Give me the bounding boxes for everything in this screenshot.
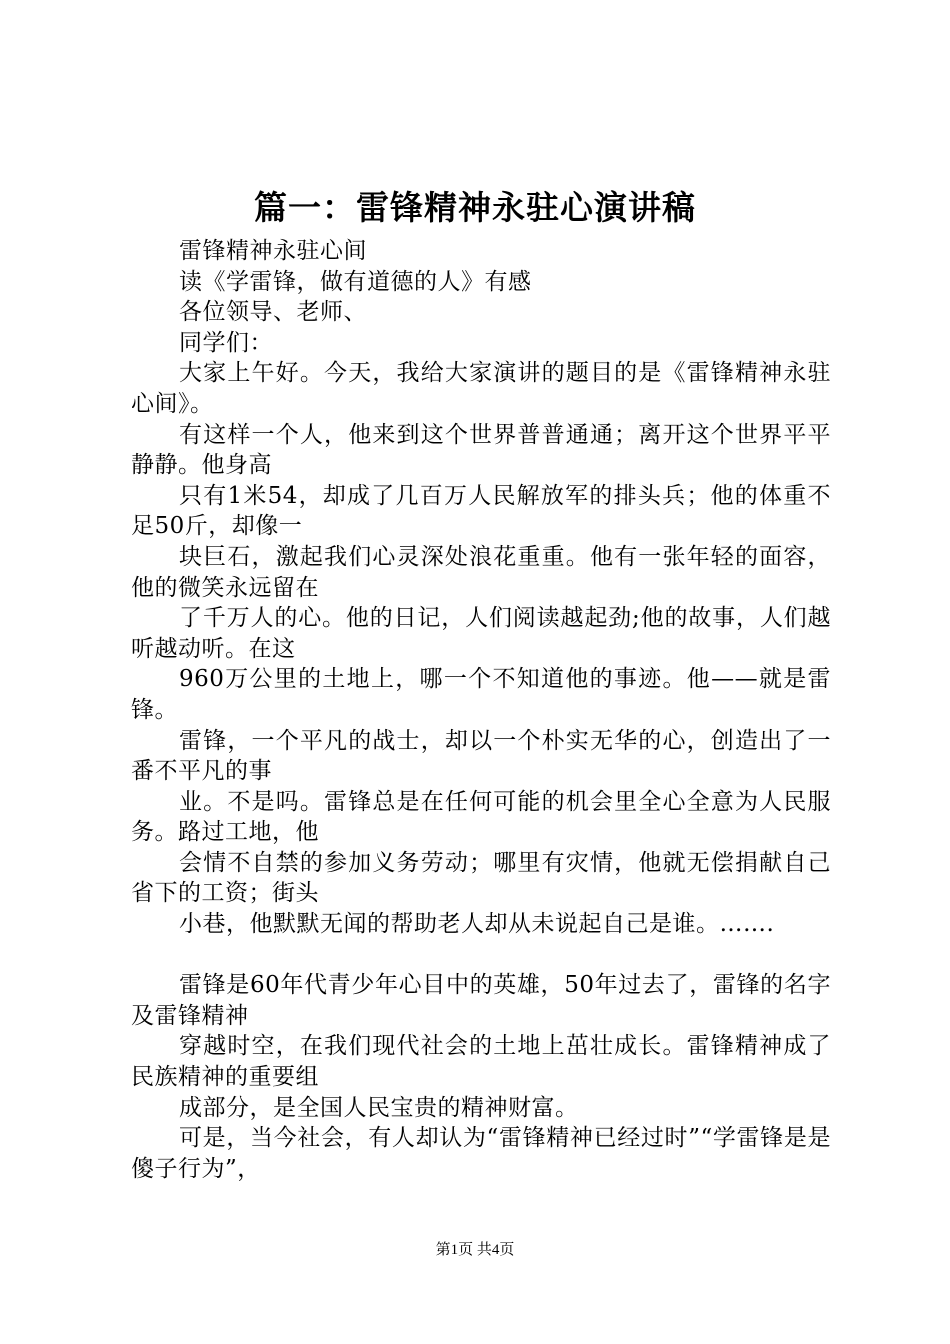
paragraph-salutation: 各位领导、老师、 (179, 299, 367, 326)
paragraph: 成部分，是全国人民宝贵的精神财富。 (179, 1094, 579, 1121)
paragraph: 大家上午好。今天，我给大家演讲的题目的是《雷锋精神永驻心间》。 (131, 360, 831, 417)
document-body (131, 236, 831, 1184)
paragraph-reading-note: 读《学雷锋，做有道德的人》有感 (179, 268, 532, 295)
paragraph: 可是，当今社会，有人却认为“雷锋精神已经过时”“学雷锋是是傻子行为”， (131, 1125, 831, 1182)
paragraph: 960万公里的土地上，哪一个不知道他的事迹。他——就是雷锋。 (131, 666, 831, 723)
page-footer: 第1页 共4页 (435, 1242, 515, 1258)
paragraph-salutation-2: 同学们： (179, 329, 273, 356)
paragraph: 会情不自禁的参加义务劳动；哪里有灾情，他就无偿捐献自己省下的工资；街头 (131, 849, 831, 907)
paragraph-subtitle: 雷锋精神永驻心间 (179, 238, 367, 264)
paragraph: 业。不是吗。雷锋总是在任何可能的机会里全心全意为人民服务。路过工地，他 (131, 788, 831, 846)
paragraph: 小巷，他默默无闻的帮助老人却从未说起自己是谁。……. (179, 911, 775, 938)
paragraph: 了千万人的心。他的日记，人们阅读越起劲;他的故事，人们越听越动听。在这 (131, 605, 831, 662)
paragraph: 有这样一个人，他来到这个世界普普通通；离开这个世界平平静静。他身高 (131, 421, 831, 479)
paragraph: 雷锋，一个平凡的战士，却以一个朴实无华的心，创造出了一番不平凡的事 (131, 727, 831, 785)
paragraph: 只有1米54，却成了几百万人民解放军的排头兵；他的体重不足50斤，却像一 (131, 482, 831, 540)
paragraph: 雷锋是60年代青少年心目中的英雄，50年过去了，雷锋的名字及雷锋精神 (131, 972, 831, 1029)
page-title: 篇一：雷锋精神永驻心演讲稿 (254, 188, 696, 227)
paragraph: 穿越时空，在我们现代社会的土地上茁壮成长。雷锋精神成了民族精神的重要组 (131, 1033, 831, 1091)
paragraph: 块巨石，激起我们心灵深处浪花重重。他有一张年轻的面容，他的微笑永远留在 (131, 543, 831, 601)
blank-line (131, 940, 831, 971)
